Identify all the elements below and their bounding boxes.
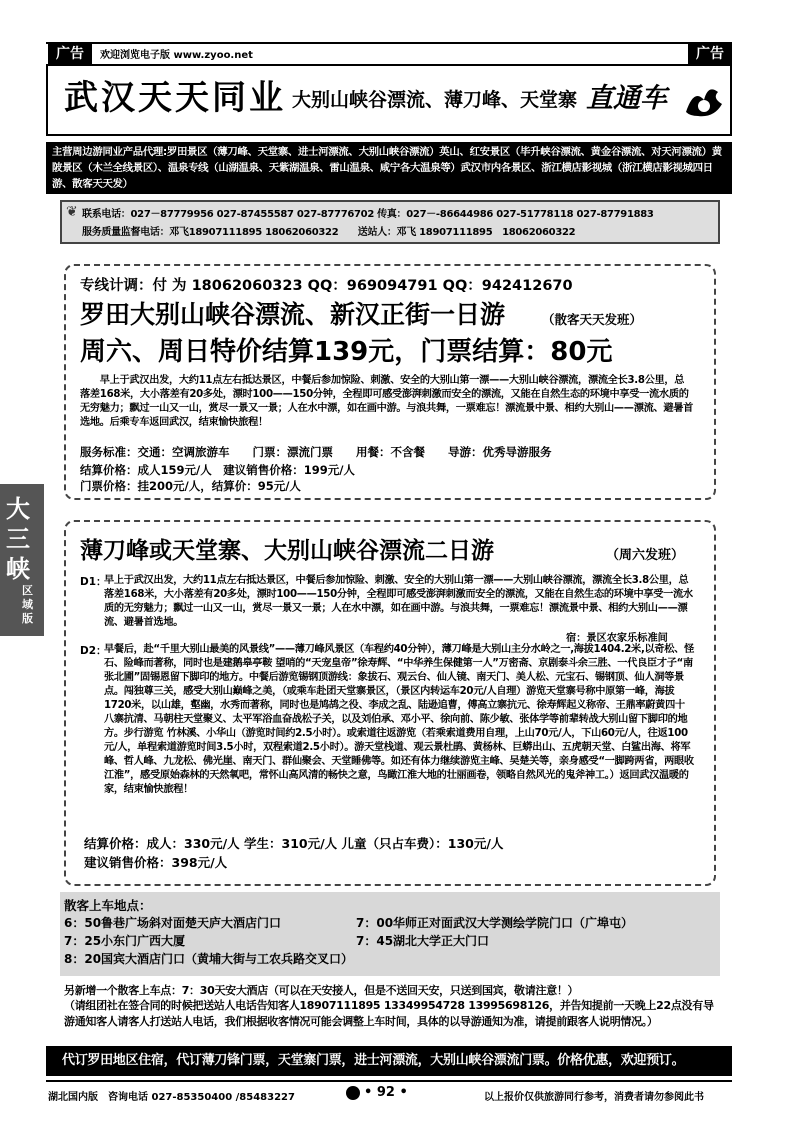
pickup-row-3-left: 8：20国宾大酒店门口（黄埔大街与工农兵路交叉口） <box>64 952 354 966</box>
tour1-hotline: 专线计调：付 为 18062060323 QQ：969094791 QQ：942412670 <box>80 278 573 294</box>
notes-line1: 另新增一个散客上车点：7：30天安大酒店（可以在天安接人，但是不送回天安，只送到国宾，敬请注意！） <box>64 984 579 997</box>
pickup-row-2-left: 7：25小东门广西大厦 <box>64 934 186 948</box>
tour2-d1-label: D1： <box>80 576 107 588</box>
tour2-settle: 结算价格：成人：330元/人 学生：310元/人 儿童（只占车费）：130元/人 <box>84 836 504 851</box>
tour2-d1-text: 早上于武汉出发，大约11点左右抵达景区，中餐后参加惊险、刺激、安全的大别山第一漂——大别山峡谷漂流，漂流全长3.8公里，总落差168米，大小落差有20多处，漂时100——150分钟，全程即可感受澎湃刺激而安全的漂流，又能在自然生态的环境中享受一流水质的无穷魅力；飘过一山又一山，赏尽一景又一景；人在水中漂，如在画中游。与浪共舞，一票难忘！漂流景中景、相约大别山——漂流、避暑首选地。 <box>104 575 693 628</box>
ornament-icon: ❦ <box>66 204 78 220</box>
site-text: 欢迎浏览电子版 www.zyoo.net <box>100 50 253 61</box>
company-name: 武汉天天同业 <box>64 78 286 118</box>
service-phone-line: 服务质量监督电话：邓飞18907111895 18062060322 送站人：邓飞 18907111895 18062060322 <box>82 227 576 238</box>
footer-logo-icon <box>346 1086 360 1100</box>
tour1-price-headline: 周六、周日特价结算139元，门票结算：80元 <box>80 337 613 367</box>
tour1-settle: 结算价格：成人159元/人 建议销售价格：199元/人 <box>80 463 355 477</box>
destinations: 大别山峡谷漂流、薄刀峰、天堂寨 <box>292 89 578 111</box>
page-number: • 92 • <box>364 1085 408 1100</box>
direct-bus: 直通车 <box>586 83 667 114</box>
pickup-row-2-right: 7：45湖北大学正大门口 <box>356 934 490 948</box>
side-label <box>0 484 44 636</box>
contact-box <box>60 200 720 244</box>
tour2-d2-text: 早餐后，赴“千里大别山最美的风景线”——薄刀峰风景区（车程约40分钟），薄刀峰是大别山主分水岭之一,海拔1404.2米,以奇松、怪石、险峰而著称，同时也是建鹅皋亭鞍 望哨的“天宠皇帝”徐寿辉、“中华养生保健第一人”万密斋、京剧泰斗余三胜、一代良臣才子“南张北圃”固锡恩留下脚印的地方。中餐后游览锡钢顶游线：象拔石、观云台、仙人镜、南天门、美人松、元宝石、锡钢顶、仙人洞等景点。闯独尊三关，感受大别山巅峰之美，（或乘车赴团天堂寨景区，（景区内转运车20元/人自理）游览天堂寨号称中原第一峰，海拔1720米，以山雄，壑幽，水秀而著称，同时也是鸠鸪之役、李成之乱、陆逊追曹，傅高立寨抗元、徐寿辉起义称帝、王鼎率蔚黄四十八寨抗清、马朝柱天堂聚义、太平军浴血奋战松子关，以及刘伯承、邓小平、徐向前、陈少敏、张体学等前辈转战大别山留下脚印的地方。步行游览 竹林溪、小华山（游览时间约2.5小时）。或索道往返游览（若乘索道费用自理，上山70元/人，下山60元/人，往返100元/人，单程索道游览时间3.5小时，双程索道2.5小时）。游天堂栈道、观云景杜鹃、黄杨林、巨蟒出山、五虎朝天堂、白鲨出海、将军峰、哲人峰、九龙松、佛光崖、南天门、群仙聚会、天堂睡佛等。如还有体力继续游览主峰、吴楚关等，亲身感受“一脚跨两省，两眼收江淮”，感受原始森林的天然氧吧，常怀山高风清的畅快之意，鸟瞰江淮大地的壮丽画卷，领略自然风光的鬼斧神工。）返回武汉温暖的家，结束愉快旅程！ <box>104 644 694 795</box>
footer-rule <box>46 1080 732 1082</box>
tour2-suggest: 建议销售价格：398元/人 <box>84 855 228 870</box>
side-label-title: 大三峡 <box>6 494 30 583</box>
flame-icon <box>684 82 724 120</box>
slogan-bar <box>46 1046 732 1076</box>
ad-tag-right: 广告 <box>688 44 732 64</box>
header-banner <box>46 64 732 136</box>
footer-right: 以上报价仅供旅游同行参考，消费者请勿参阅此书 <box>484 1092 704 1103</box>
contact-phone-line: 联系电话：027－87779956 027-87455587 027-87776702 传真：027－-86644986 027-51778118 027-87791883 <box>82 209 654 220</box>
tour1-service: 服务标准：交通：空调旅游车 门票：漂流门票 用餐：不含餐 导游：优秀导游服务 <box>80 445 552 459</box>
side-label-sub: 区域版 <box>22 584 33 625</box>
pickup-row-1-right: 7：00华师正对面武汉大学测绘学院门口（广埠屯） <box>356 916 634 930</box>
top-rule <box>46 42 732 44</box>
products-block <box>46 142 732 194</box>
tour2-d2-label: D2： <box>80 645 107 657</box>
pickup-row-1-left: 6：50鲁巷广场斜对面楚天庐大酒店门口 <box>64 916 282 930</box>
tour2-title-note: （周六发班） <box>606 548 685 563</box>
tour1-ticket: 门票价格：挂200元/人，结算价：95元/人 <box>80 479 301 493</box>
ad-tag-left: 广告 <box>48 44 92 64</box>
notes-line2: （请组团社在签合同的时候把送站人电话告知客人18907111895 13349954728 13995698126，并告知提前一天晚上22点没有导游通知客人请客人打送站人电话，我们根据收客情况可能会调整上车时间，具体的以导游通知为准，请提前跟客人说明情况。） <box>64 999 714 1028</box>
products-text: 主营周边游同业产品代理:罗田景区（薄刀峰、天堂寨、进士河漂流、大别山峡谷漂流）英山、红安景区（毕升峡谷漂流、黄金谷漂流、对天河漂流）黄陂景区（木兰全线景区）、温泉专线（山湖温泉、天紫湖温泉、雷山温泉、咸宁各大温泉等）武汉市内各景区、浙江横店影视城（浙江横店影视城四日游、散客天天发） <box>52 146 722 190</box>
slogan-text: 代订罗田地区住宿，代订薄刀锋门票，天堂寨门票，进士河漂流，大别山峡谷漂流门票。价格优惠，欢迎预订。 <box>62 1053 685 1068</box>
footer-left: 湖北国内版 咨询电话 027-85350400 /85483227 <box>48 1092 295 1103</box>
tour2-d1-stay: 宿：景区农家乐标准间 <box>566 633 668 644</box>
tour2-title: 薄刀峰或天堂寨、大别山峡谷漂流二日游 <box>80 538 494 564</box>
pickup-title: 散客上车地点： <box>64 898 152 913</box>
tour1-title: 罗田大别山峡谷漂流、新汉正街一日游 <box>80 300 506 329</box>
tour1-title-note: （散客天天发班） <box>542 312 643 327</box>
tour1-description: 早上于武汉出发，大约11点左右抵达景区，中餐后参加惊险、刺激、安全的大别山第一漂——大别山峡谷漂流，漂流全长3.8公里，总落差168米，大小落差有20多处，漂时100——150分钟，全程即可感受澎湃刺激而安全的漂流，又能在自然生态的环境中享受一流水质的无穷魅力；飘过一山又一山，赏尽一景又一景；人在水中漂，如在画中游。与浪共舞，一票难忘！漂流景中景、相约大别山——漂流、避暑首选地。后乘专车返回武汉，结束愉快旅程！ <box>80 375 694 428</box>
